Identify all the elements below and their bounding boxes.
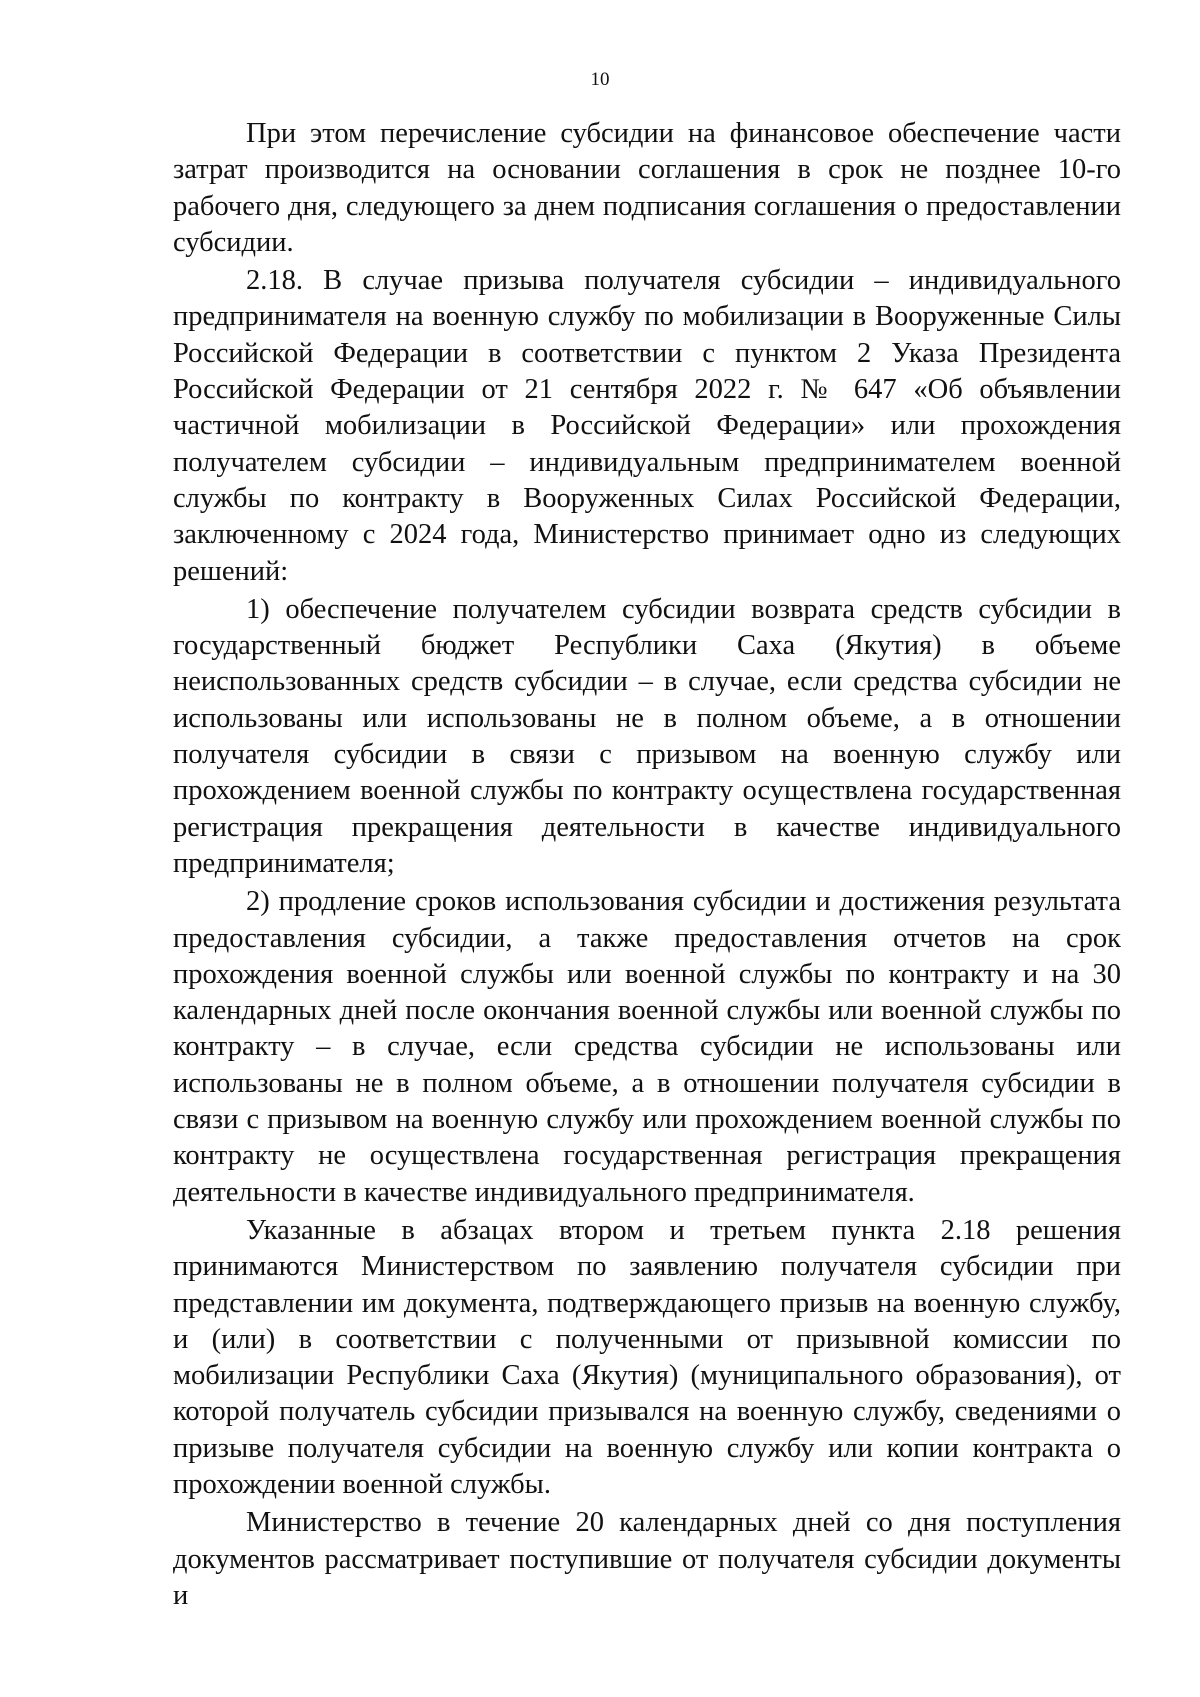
paragraph-decisions-basis: Указанные в абзацах втором и третьем пункта 2.18 решения принимаются Министерством по заявлению получателя субсидии при представлении им документа, подтверждающего призыв на военную службу, и (или) в соответствии с полученными от призывной комиссии по мобилизации Республики Саха (Якутия) (муниципального образования), от которой получатель субсидии призывался на военную службу, сведениями о призыве получателя субсидии на военную службу или копии контракта о прохождении военной службы. xyxy=(173,1214,1121,1500)
paragraph-decision-2: 2) продление сроков использования субсидии и достижения результата предоставления субсидии, а также предоставления отчетов на срок прохождения военной службы или военной службы по контракту и на 30 календарных дней после окончания военной службы или военной службы по контракту – в случае, если средства субсидии не использованы или использованы не в полном объеме, а в отношении получателя субсидии в связи с призывом на военную службу или прохождением военной службы по контракту не осуществлена государственная регистрация прекращения деятельности в качестве индивидуального предпринимателя. xyxy=(173,886,1121,1208)
paragraph-decision-1: 1) обеспечение получателем субсидии возврата средств субсидии в государственный бюджет Республики Саха (Якутия) в объеме неиспользованных средств субсидии – в случае, если средства субсидии не использованы или использованы не в полном объеме, а в отношении получателя субсидии в связи с призывом на военную службу или прохождением военной службы по контракту осуществлена государственная регистрация прекращения деятельности в качестве индивидуального предпринимателя; xyxy=(173,593,1121,879)
document-body xyxy=(173,116,1121,1614)
paragraph-transfer-terms: При этом перечисление субсидии на финансовое обеспечение части затрат производится на основании соглашения в срок не позднее 10-го рабочего дня, следующего за днем подписания соглашения о предоставлении субсидии. xyxy=(173,118,1121,258)
page-number: 10 xyxy=(590,69,610,90)
paragraph-clause-2-18: 2.18. В случае призыва получателя субсидии – индивидуального предпринимателя на военную службу по мобилизации в Вооруженные Силы Российской Федерации в соответствии с пунктом 2 Указа Президента Российской Федерации от 21 сентября 2022 г. № 647 «Об объявлении частичной мобилизации в Российской Федерации» или прохождения получателем субсидии – индивидуальным предпринимателем военной службы по контракту в Вооруженных Силах Российской Федерации, заключенному с 2024 года, Министерство принимает одно из следующих решений: xyxy=(173,265,1121,587)
paragraph-ministry-review: Министерство в течение 20 календарных дней со дня поступления документов рассматривает поступившие от получателя субсидии документы и xyxy=(173,1507,1121,1611)
